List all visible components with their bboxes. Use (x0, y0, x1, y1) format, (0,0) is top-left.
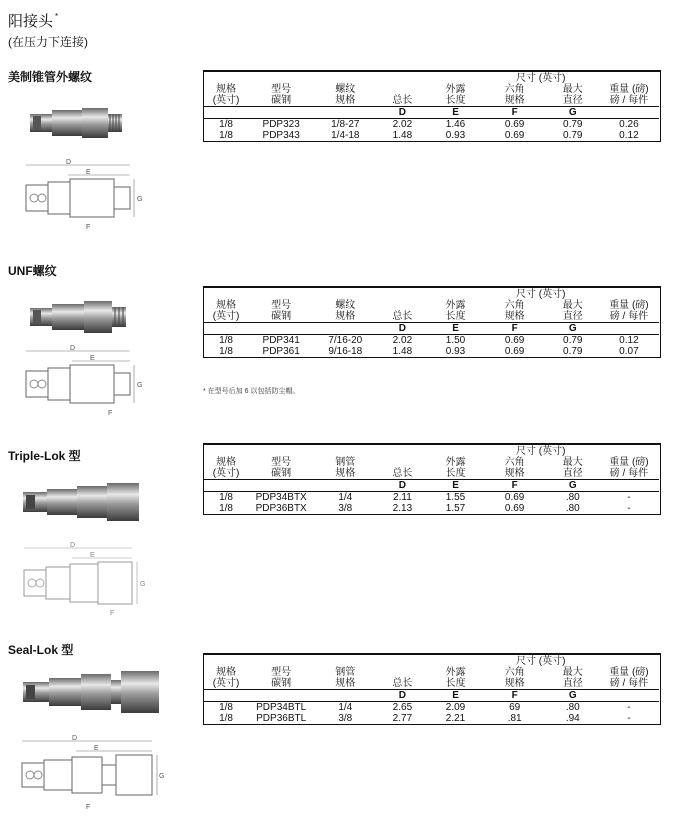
dim-letter-d: D (376, 107, 428, 119)
header-blank (204, 107, 248, 119)
table-cell: .94 (565, 713, 580, 724)
spec-table-frame (203, 70, 661, 142)
table-row (204, 335, 659, 347)
col-header-size: 规格 (216, 84, 237, 95)
table-cell: .81 (507, 713, 522, 724)
col-header-max-sub: 直径 (562, 311, 583, 322)
table-cell: - (627, 492, 631, 503)
col-header-max-sub: 直径 (562, 678, 583, 689)
col-header-model: 型号 (271, 84, 292, 95)
table-cell: 2.21 (445, 713, 466, 724)
table-cell: 0.79 (563, 119, 583, 130)
header-blank (376, 655, 428, 667)
svg-text:E: E (94, 745, 99, 752)
header-blank (248, 480, 314, 492)
svg-text:D: D (70, 542, 76, 549)
svg-text:F: F (110, 610, 115, 617)
table-cell: 2.02 (392, 119, 413, 130)
header-blank (314, 72, 376, 84)
table-cell: 0.26 (619, 119, 639, 130)
table-cell: 2.09 (445, 702, 466, 713)
svg-text:E: E (86, 169, 91, 176)
dim-letter-f: F (483, 480, 547, 492)
header-blank (428, 72, 482, 84)
col-header-thread: 螺纹 (335, 84, 356, 95)
svg-text:G: G (137, 196, 143, 203)
table-cell: 1.48 (392, 346, 413, 357)
table-row (204, 346, 659, 357)
table-row (204, 503, 659, 514)
svg-text:F: F (108, 410, 113, 417)
header-blank (248, 655, 314, 667)
fitting-photo-seal-lok (20, 666, 170, 718)
dim-letter-f: F (483, 107, 547, 119)
col-header-hex-sub: 规格 (504, 678, 525, 689)
header-blank (248, 323, 314, 335)
col-header-exposed-sub: 长度 (445, 678, 466, 689)
table-cell: 2.77 (392, 713, 413, 724)
col-header-thread: 螺纹 (335, 300, 356, 311)
header-blank (428, 288, 482, 300)
col-header-max: 最大 (562, 457, 583, 468)
table-cell: - (627, 713, 631, 724)
table-cell: PDP34BTX (255, 492, 307, 503)
spec-table (204, 288, 659, 357)
header-blank (314, 480, 376, 492)
col-header-hex: 六角 (504, 300, 525, 311)
svg-text:E: E (90, 355, 95, 362)
spec-table (204, 72, 659, 141)
table-cell: 1.57 (445, 503, 466, 514)
table-cell: 0.93 (445, 130, 466, 141)
header-blank (428, 445, 482, 457)
fitting-photo-unf (25, 290, 135, 344)
table-cell: 0.69 (504, 130, 525, 141)
dimensions-title: 尺寸 (英寸) (515, 72, 566, 84)
col-header-hex-sub: 规格 (504, 311, 525, 322)
table-cell: 3/8 (338, 503, 353, 514)
table-row (204, 130, 659, 141)
section-heading-triple-lok: Triple-Lok 型 (8, 449, 81, 463)
table-cell: 1/8 (219, 346, 233, 357)
dimension-drawing-npt (22, 155, 152, 235)
col-header-thread-sub: 规格 (335, 678, 356, 689)
col-header-weight: 重量 (磅) (609, 84, 649, 95)
col-header-size-unit: (英寸) (212, 468, 240, 479)
table-cell: 1.46 (445, 119, 466, 130)
table-cell: 0.79 (563, 130, 583, 141)
dim-letter-g: G (547, 323, 599, 335)
table-cell: 1/4 (338, 702, 353, 713)
dimensions-title: 尺寸 (英寸) (515, 445, 566, 457)
dim-letter-g: G (547, 107, 599, 119)
col-header-model: 型号 (271, 667, 292, 678)
table-cell: 1/8 (219, 335, 233, 346)
header-blank (248, 107, 314, 119)
fitting-photo-triple-lok (20, 478, 150, 528)
table-cell: PDP34BTL (256, 702, 307, 713)
col-header-hex: 六角 (504, 84, 525, 95)
svg-text:E: E (90, 552, 95, 559)
table-cell: 1/8 (219, 713, 233, 724)
svg-text:D: D (72, 735, 78, 742)
dimensions-title: 尺寸 (英寸) (515, 288, 566, 300)
table-cell: 1/8 (219, 702, 233, 713)
table-cell: 0.79 (563, 346, 583, 357)
col-header-exposed-sub: 长度 (445, 468, 466, 479)
col-header-max: 最大 (562, 84, 583, 95)
table-cell: 0.69 (504, 346, 525, 357)
header-blank (314, 323, 376, 335)
header-blank (204, 72, 248, 84)
col-header-exposed: 外露 (445, 667, 466, 678)
header-blank (314, 288, 376, 300)
col-header-exposed-sub: 长度 (445, 95, 466, 106)
header-blank (314, 445, 376, 457)
header-blank (376, 667, 428, 678)
col-header-material: 碳钢 (271, 95, 292, 106)
col-header-thread-sub: 规格 (335, 468, 356, 479)
table-cell: 1/8 (219, 119, 233, 130)
table-row (204, 492, 659, 504)
col-header-size: 规格 (216, 457, 237, 468)
col-header-exposed: 外露 (445, 84, 466, 95)
col-header-material: 碳钢 (271, 678, 292, 689)
table-cell: 9/16-18 (328, 346, 363, 357)
table-cell: PDP341 (262, 335, 300, 346)
spec-table (204, 445, 659, 514)
header-blank (376, 445, 428, 457)
table-cell: 0.69 (504, 119, 525, 130)
table-cell: 69 (509, 702, 521, 713)
col-header-thread-sub: 规格 (335, 95, 356, 106)
col-header-weight-sub: 磅 / 每件 (609, 311, 649, 322)
table-cell: 1/8 (219, 492, 233, 503)
table-cell: 2.11 (393, 492, 412, 503)
col-header-model: 型号 (271, 457, 292, 468)
table-cell: 7/16-20 (328, 335, 363, 346)
col-header-overall: 总长 (392, 95, 413, 106)
svg-text:G: G (140, 581, 146, 588)
table-cell: PDP343 (262, 130, 300, 141)
col-header-hex: 六角 (504, 667, 525, 678)
header-blank (204, 445, 248, 457)
header-blank (599, 72, 659, 84)
col-header-thread: 钢管 (335, 667, 356, 678)
section-heading-unf: UNF螺纹 (8, 264, 57, 278)
header-blank (428, 655, 482, 667)
table-cell: 2.65 (392, 702, 413, 713)
col-header-overall: 总长 (392, 311, 413, 322)
table-cell: 0.12 (619, 335, 639, 346)
header-blank (599, 655, 659, 667)
spec-table-frame (203, 653, 661, 725)
table-cell: - (627, 503, 631, 514)
col-header-weight: 重量 (磅) (609, 457, 649, 468)
col-header-size-unit: (英寸) (212, 311, 240, 322)
dimensions-title: 尺寸 (英寸) (515, 655, 566, 667)
col-header-weight-sub: 磅 / 每件 (609, 95, 649, 106)
header-blank (599, 288, 659, 300)
dim-letter-e: E (428, 690, 482, 702)
section-heading-seal-lok: Seal-Lok 型 (8, 643, 74, 657)
page-title: 阳接头 * (8, 12, 59, 30)
spec-table-frame (203, 286, 661, 358)
header-blank (376, 84, 428, 95)
header-blank (204, 323, 248, 335)
dim-label-d: D (66, 159, 72, 166)
col-header-exposed: 外露 (445, 457, 466, 468)
header-blank (599, 690, 659, 702)
page-subtitle: (在压力下连接) (8, 35, 88, 49)
col-header-weight-sub: 磅 / 每件 (609, 678, 649, 689)
col-header-size: 规格 (216, 300, 237, 311)
svg-text:G: G (137, 382, 143, 389)
table-cell: 1/8-27 (331, 119, 360, 130)
svg-text:F: F (86, 224, 91, 231)
dim-letter-f: F (483, 690, 547, 702)
header-blank (248, 445, 314, 457)
header-blank (204, 655, 248, 667)
header-blank (314, 655, 376, 667)
dim-letter-d: D (376, 323, 428, 335)
col-header-hex-sub: 规格 (504, 95, 525, 106)
table-row (204, 119, 659, 131)
dim-letter-f: F (483, 323, 547, 335)
table-cell: 1/4 (338, 492, 353, 503)
col-header-material: 碳钢 (271, 311, 292, 322)
footnote: * 在型号后加 6 以包括防尘帽。 (203, 388, 300, 395)
header-blank (314, 107, 376, 119)
table-row (204, 702, 659, 714)
fitting-photo-npt (25, 96, 135, 150)
header-blank (376, 72, 428, 84)
dimension-drawing-seal-lok (18, 733, 168, 813)
col-header-hex: 六角 (504, 457, 525, 468)
table-cell: 1.55 (445, 492, 466, 503)
col-header-thread: 钢管 (335, 457, 356, 468)
dim-letter-d: D (376, 690, 428, 702)
table-cell: 0.69 (504, 503, 525, 514)
table-cell: - (627, 702, 631, 713)
table-row (204, 713, 659, 724)
col-header-overall: 总长 (392, 468, 413, 479)
header-blank (376, 288, 428, 300)
header-blank (204, 690, 248, 702)
col-header-size-unit: (英寸) (212, 678, 240, 689)
section-heading-npt: 美制锥管外螺纹 (8, 70, 93, 84)
col-header-overall: 总长 (392, 678, 413, 689)
header-blank (248, 690, 314, 702)
dimension-drawing-unf (22, 343, 152, 423)
col-header-thread-sub: 规格 (335, 311, 356, 322)
dim-letter-d: D (376, 480, 428, 492)
dimension-drawing-triple-lok (20, 540, 150, 620)
table-cell: .80 (565, 492, 580, 503)
col-header-model: 型号 (271, 300, 292, 311)
table-cell: 2.13 (392, 503, 413, 514)
table-cell: 2.02 (392, 335, 413, 346)
table-cell: PDP36BTL (256, 713, 307, 724)
header-blank (204, 480, 248, 492)
table-cell: PDP361 (262, 346, 300, 357)
svg-text:G: G (159, 773, 165, 780)
table-cell: .80 (565, 702, 580, 713)
col-header-exposed: 外露 (445, 300, 466, 311)
spec-table-frame (203, 443, 661, 515)
table-cell: 0.69 (504, 492, 525, 503)
header-blank (248, 72, 314, 84)
header-blank (376, 300, 428, 311)
table-cell: 3/8 (338, 713, 353, 724)
col-header-size: 规格 (216, 667, 237, 678)
dim-letter-e: E (428, 107, 482, 119)
header-blank (314, 690, 376, 702)
col-header-max: 最大 (562, 667, 583, 678)
header-blank (599, 480, 659, 492)
header-blank (599, 445, 659, 457)
table-cell: PDP323 (262, 119, 300, 130)
table-cell: PDP36BTX (255, 503, 307, 514)
table-cell: 0.07 (619, 346, 639, 357)
col-header-max: 最大 (562, 300, 583, 311)
header-blank (204, 288, 248, 300)
dim-letter-g: G (547, 480, 599, 492)
col-header-material: 碳钢 (271, 468, 292, 479)
dim-letter-g: G (547, 690, 599, 702)
col-header-weight: 重量 (磅) (609, 300, 649, 311)
svg-text:D: D (70, 345, 76, 352)
header-blank (376, 457, 428, 468)
table-cell: 1/8 (219, 503, 233, 514)
col-header-max-sub: 直径 (562, 95, 583, 106)
col-header-max-sub: 直径 (562, 468, 583, 479)
header-blank (599, 107, 659, 119)
dim-letter-e: E (428, 323, 482, 335)
table-cell: .80 (565, 503, 580, 514)
col-header-exposed-sub: 长度 (445, 311, 466, 322)
table-cell: 0.79 (563, 335, 583, 346)
svg-text:F: F (86, 804, 91, 811)
col-header-size-unit: (英寸) (212, 95, 240, 106)
table-cell: 0.69 (504, 335, 525, 346)
col-header-hex-sub: 规格 (504, 468, 525, 479)
header-blank (248, 288, 314, 300)
table-cell: 0.12 (619, 130, 639, 141)
col-header-weight-sub: 磅 / 每件 (609, 468, 649, 479)
table-cell: 1.48 (392, 130, 413, 141)
table-cell: 1/4-18 (331, 130, 360, 141)
table-cell: 1.50 (445, 335, 466, 346)
col-header-weight: 重量 (磅) (609, 667, 649, 678)
header-blank (599, 323, 659, 335)
spec-table (204, 655, 659, 724)
table-cell: 1/8 (219, 130, 233, 141)
table-cell: 0.93 (445, 346, 466, 357)
dim-letter-e: E (428, 480, 482, 492)
